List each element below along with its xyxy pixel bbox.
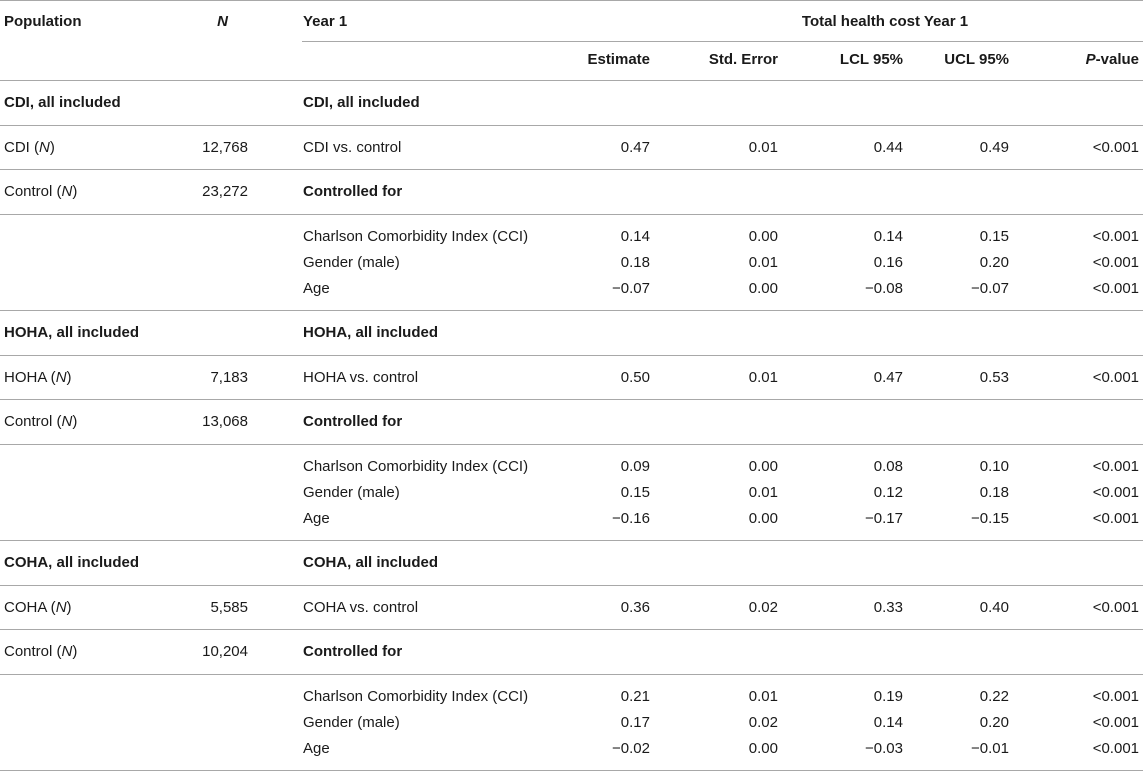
covariate-label: Charlson Comorbidity Index (CCI) [303, 688, 529, 705]
covariate-estimate: 0.17 [620, 714, 650, 731]
covariate-lcl: 0.19 [873, 688, 903, 705]
covariate-label: Age [303, 280, 330, 297]
comparison-lcl: 0.33 [873, 599, 903, 616]
header-bottom-rule [0, 80, 1143, 81]
controlled-for-label: Controlled for [303, 413, 403, 430]
section-title-right: HOHA, all included [303, 324, 439, 341]
covariate-std-error: 0.01 [748, 484, 778, 501]
covariate-estimate: −0.16 [612, 510, 650, 527]
covariate-ucl: 0.20 [979, 714, 1009, 731]
covariate-estimate: 0.14 [620, 228, 650, 245]
covariate-std-error: 0.00 [748, 228, 778, 245]
covariate-std-error: 0.00 [748, 740, 778, 757]
covariate-estimate: −0.02 [612, 740, 650, 757]
covariate-label: Gender (male) [303, 714, 400, 731]
covariate-p-value: <0.001 [1092, 714, 1139, 731]
header-year: Year 1 [303, 13, 348, 30]
covariate-lcl: 0.14 [873, 228, 903, 245]
comparison-lcl: 0.47 [873, 369, 903, 386]
covariate-label: Gender (male) [303, 254, 400, 271]
comparison-p-value: <0.001 [1092, 139, 1139, 156]
covariate-lcl: 0.14 [873, 714, 903, 731]
comparison-ucl: 0.49 [979, 139, 1009, 156]
row-rule [0, 585, 1143, 586]
comparison-estimate: 0.50 [620, 369, 650, 386]
covariate-p-value: <0.001 [1092, 740, 1139, 757]
control-n: 10,204 [202, 643, 248, 660]
control-n: 13,068 [202, 413, 248, 430]
header-p-value: P-value [1085, 51, 1139, 68]
group-label: HOHA (N) [4, 369, 72, 386]
comparison-estimate: 0.36 [620, 599, 650, 616]
covariate-std-error: 0.00 [748, 510, 778, 527]
section-bottom-rule [0, 540, 1143, 541]
covariate-p-value: <0.001 [1092, 484, 1139, 501]
section-bottom-rule [0, 770, 1143, 771]
covariate-ucl: 0.10 [979, 458, 1009, 475]
comparison-label: CDI vs. control [303, 139, 402, 156]
section-bottom-rule [0, 310, 1143, 311]
comparison-label: HOHA vs. control [303, 369, 419, 386]
row-rule [0, 169, 1143, 170]
comparison-p-value: <0.001 [1092, 369, 1139, 386]
header-n: N [217, 13, 228, 30]
section-title: COHA, all included [4, 554, 140, 571]
comparison-ucl: 0.53 [979, 369, 1009, 386]
header-group: Total health cost Year 1 [801, 13, 969, 30]
comparison-lcl: 0.44 [873, 139, 903, 156]
covariate-ucl: 0.18 [979, 484, 1009, 501]
covariate-ucl: 0.22 [979, 688, 1009, 705]
row-rule [0, 125, 1143, 126]
covariate-ucl: −0.15 [971, 510, 1009, 527]
section-title: CDI, all included [4, 94, 121, 111]
group-label: CDI (N) [4, 139, 55, 156]
comparison-std-error: 0.01 [748, 139, 778, 156]
covariate-lcl: −0.03 [865, 740, 903, 757]
covariate-lcl: 0.08 [873, 458, 903, 475]
covariate-ucl: 0.20 [979, 254, 1009, 271]
covariate-estimate: 0.09 [620, 458, 650, 475]
comparison-std-error: 0.02 [748, 599, 778, 616]
comparison-std-error: 0.01 [748, 369, 778, 386]
comparison-label: COHA vs. control [303, 599, 419, 616]
group-label: COHA (N) [4, 599, 72, 616]
covariate-lcl: −0.17 [865, 510, 903, 527]
covariate-ucl: −0.01 [971, 740, 1009, 757]
covariate-p-value: <0.001 [1092, 280, 1139, 297]
header-lcl: LCL 95% [839, 51, 903, 68]
control-label: Control (N) [4, 643, 78, 660]
covariate-label: Age [303, 740, 330, 757]
header-population: Population [4, 13, 82, 30]
header-estimate: Estimate [587, 51, 650, 68]
covariate-p-value: <0.001 [1092, 228, 1139, 245]
comparison-ucl: 0.40 [979, 599, 1009, 616]
covariate-label: Age [303, 510, 330, 527]
comparison-p-value: <0.001 [1092, 599, 1139, 616]
row-rule [0, 355, 1143, 356]
control-n: 23,272 [202, 183, 248, 200]
covariate-p-value: <0.001 [1092, 510, 1139, 527]
row-rule [0, 674, 1143, 675]
row-rule [0, 444, 1143, 445]
control-label: Control (N) [4, 413, 78, 430]
group-n: 7,183 [210, 369, 248, 386]
covariate-p-value: <0.001 [1092, 458, 1139, 475]
covariate-p-value: <0.001 [1092, 688, 1139, 705]
covariate-lcl: 0.12 [873, 484, 903, 501]
covariate-estimate: 0.18 [620, 254, 650, 271]
header-std-error: Std. Error [708, 51, 778, 68]
controlled-for-label: Controlled for [303, 643, 403, 660]
row-rule [0, 399, 1143, 400]
controlled-for-label: Controlled for [303, 183, 403, 200]
covariate-label: Gender (male) [303, 484, 400, 501]
group-n: 5,585 [210, 599, 248, 616]
covariate-std-error: 0.00 [748, 458, 778, 475]
covariate-std-error: 0.01 [748, 688, 778, 705]
covariate-lcl: 0.16 [873, 254, 903, 271]
covariate-p-value: <0.001 [1092, 254, 1139, 271]
control-label: Control (N) [4, 183, 78, 200]
covariate-ucl: 0.15 [979, 228, 1009, 245]
header-ucl: UCL 95% [944, 51, 1009, 68]
covariate-ucl: −0.07 [971, 280, 1009, 297]
table-top-rule [0, 0, 1143, 1]
covariate-estimate: 0.15 [620, 484, 650, 501]
section-title: HOHA, all included [4, 324, 140, 341]
covariate-std-error: 0.00 [748, 280, 778, 297]
covariate-label: Charlson Comorbidity Index (CCI) [303, 228, 529, 245]
covariate-label: Charlson Comorbidity Index (CCI) [303, 458, 529, 475]
covariate-std-error: 0.02 [748, 714, 778, 731]
section-title-right: COHA, all included [303, 554, 439, 571]
covariate-estimate: −0.07 [612, 280, 650, 297]
covariate-std-error: 0.01 [748, 254, 778, 271]
group-n: 12,768 [202, 139, 248, 156]
covariate-estimate: 0.21 [620, 688, 650, 705]
row-rule [0, 214, 1143, 215]
covariate-lcl: −0.08 [865, 280, 903, 297]
section-title-right: CDI, all included [303, 94, 420, 111]
group-header-rule [302, 41, 1143, 42]
row-rule [0, 629, 1143, 630]
comparison-estimate: 0.47 [620, 139, 650, 156]
